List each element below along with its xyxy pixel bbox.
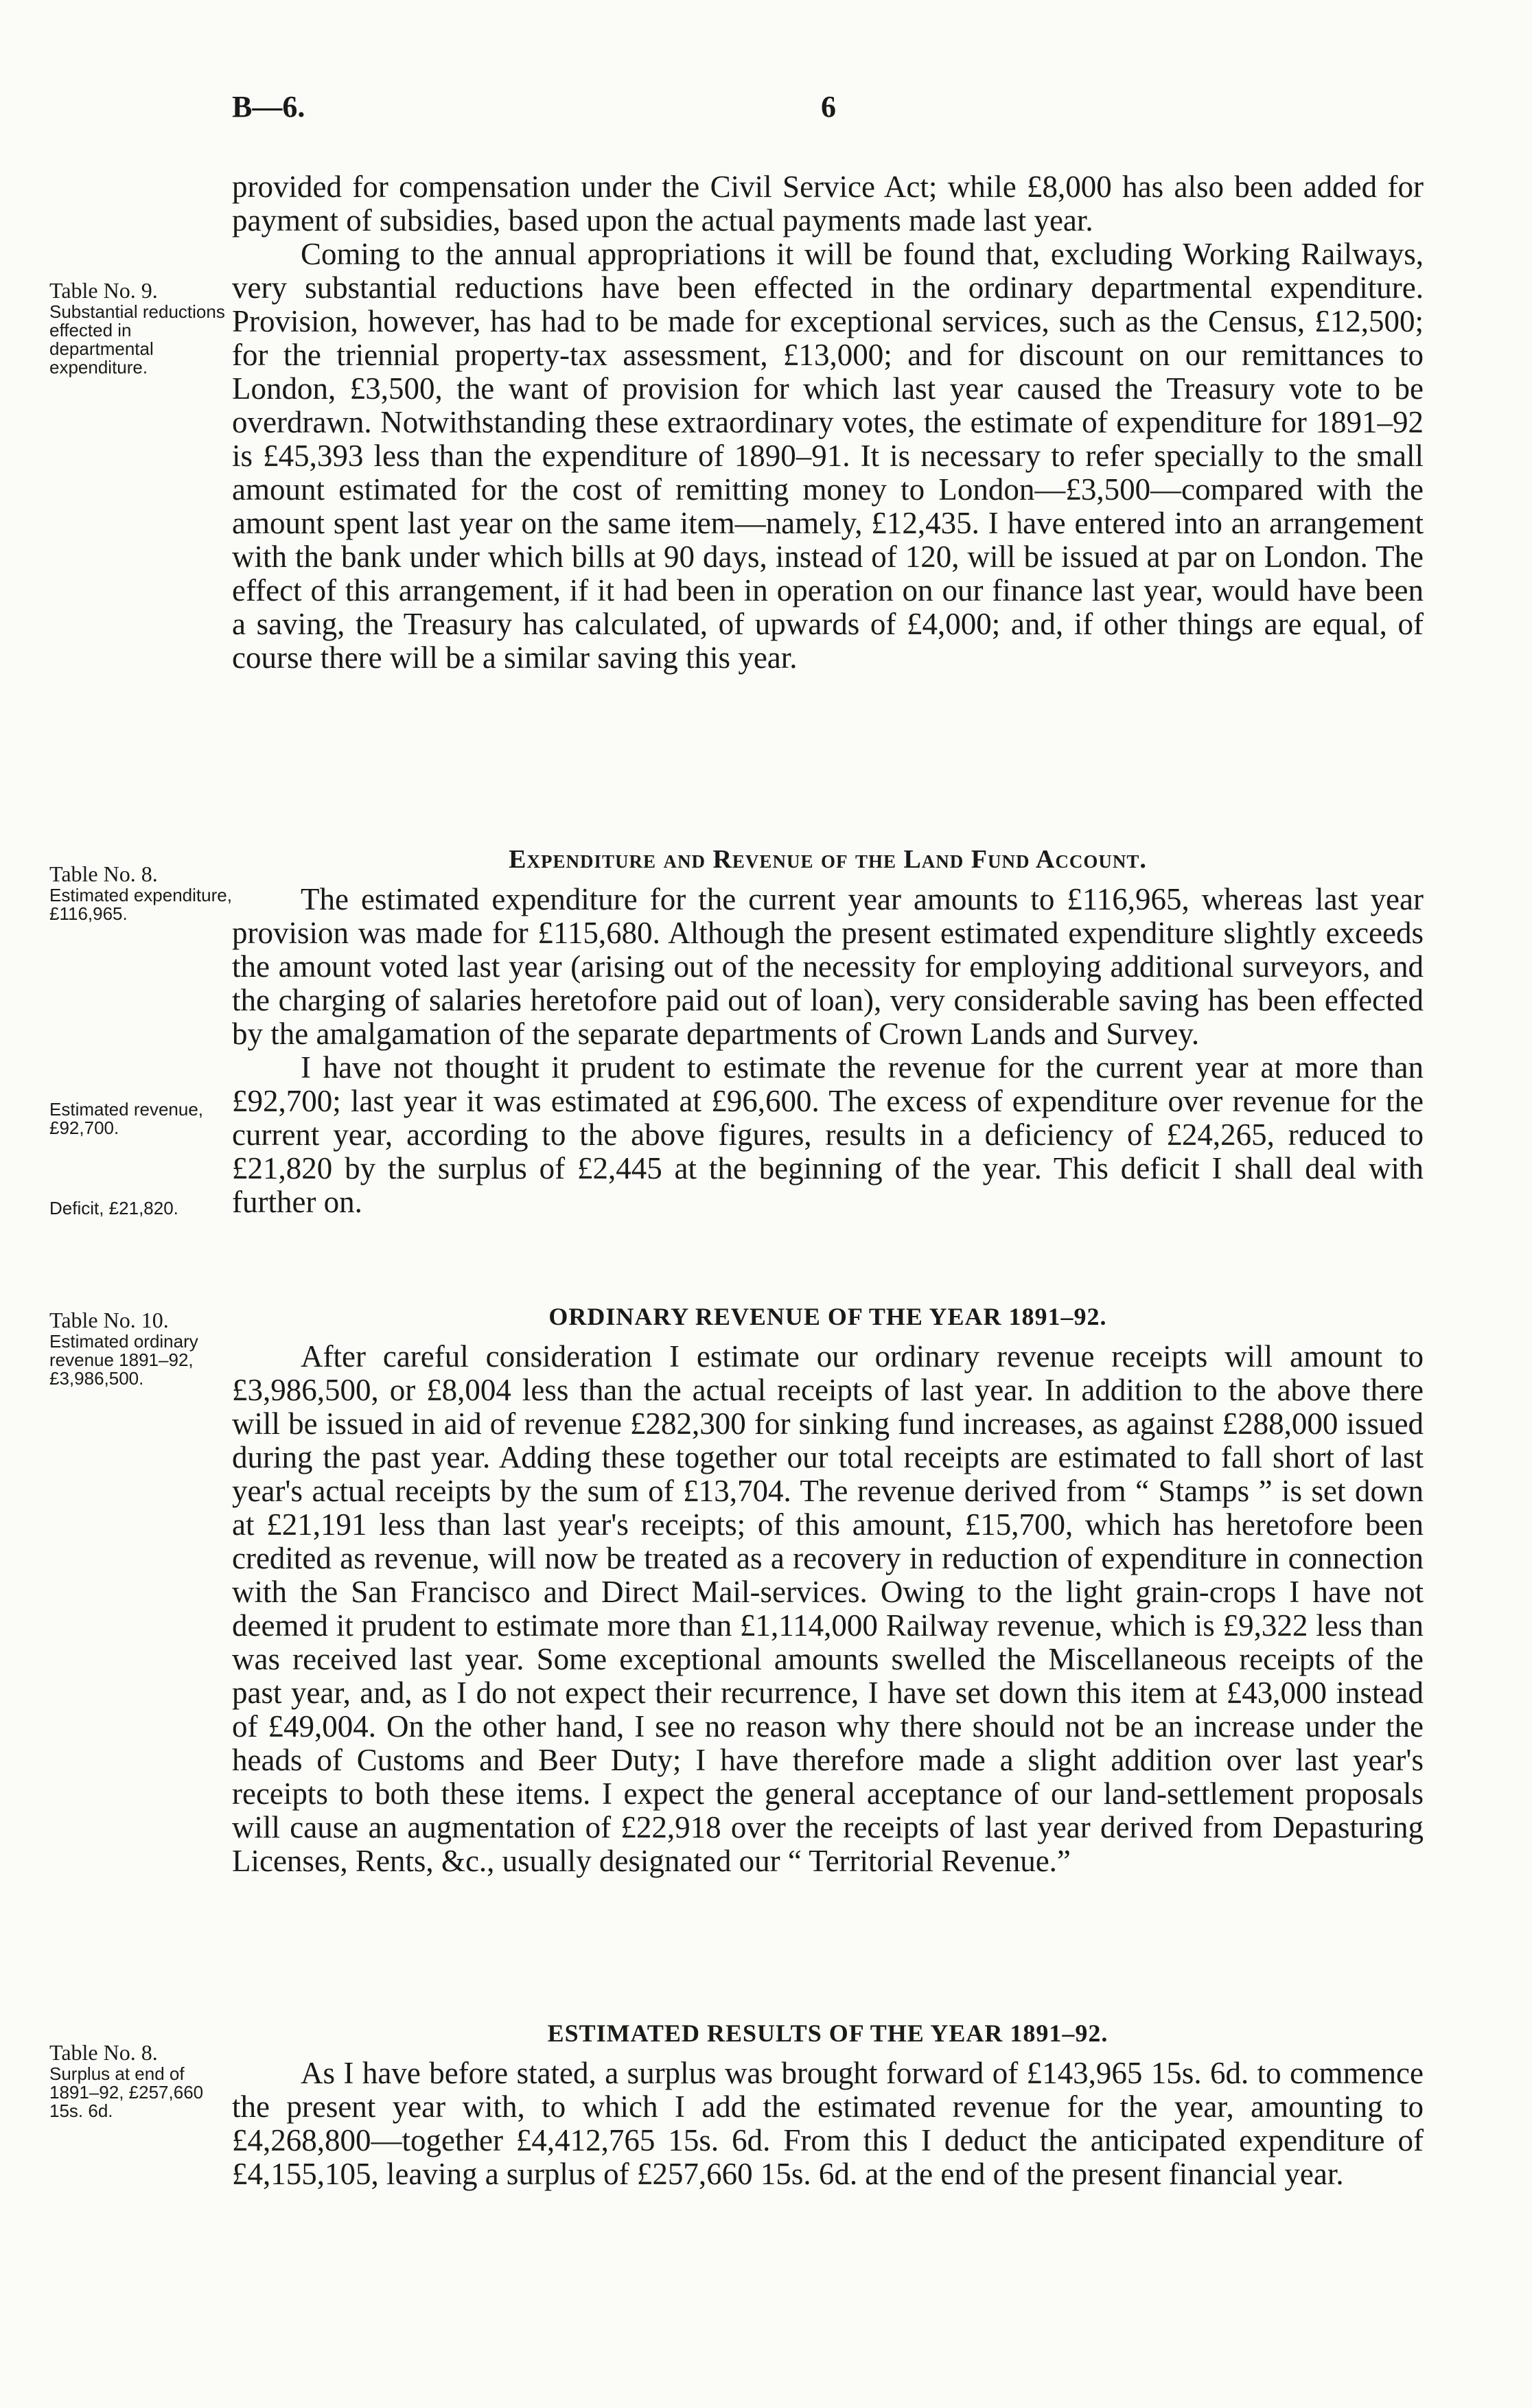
paragraph-estimated-results: As I have before stated, a surplus was brought forward of £143,965 15s. 6d. to commence the present year with, to which I add the estimated revenue for the year, amounting to £4,268,800—together £4,412,765 15s. 6d. From this I deduct the anticipated expenditure of £4,155,105, leaving a surplus of £257,660 15s. 6d. at the end of the present financial year. [232, 2056, 1424, 2191]
paragraph-continuation: provided for compensation under the Civil Service Act; while £8,000 has also been added for payment of subsidies, based upon the actual payments made last year. [232, 170, 1424, 238]
margin-note-substantial-reductions [49, 278, 235, 377]
section-heading-ordinary-revenue: ORDINARY REVENUE OF THE YEAR 1891–92. [548, 1303, 1107, 1330]
margin-note-table-ref: Table No. 9. [49, 278, 158, 303]
paragraph-land-fund-revenue: I have not thought it prudent to estimate the revenue for the current year at more than £92,700; last year it was estimated at £96,600. The excess of expenditure over revenue for the current year, according to the above figures, results in a deficiency of £24,265, reduced to £21,820 by the surplus of £2,445 at the beginning of the year. This deficit I shall deal with further on. [232, 1050, 1424, 1219]
page-header [0, 89, 1532, 130]
margin-note-text: Substantial reductions effected in departmental expenditure. [49, 301, 225, 378]
section-land-fund-account [232, 846, 1424, 1219]
section-estimated-results [232, 2019, 1424, 2191]
paragraph-land-fund-expenditure: The estimated expenditure for the current year amounts to £116,965, whereas last year provision was made for £115,680. Although the present estimated expenditure slightly exceeds the amount voted last year (arising out of the necessity for employing additional surveyors, and the charging of salaries heretofore paid out of loan), very considerable saving has been effected by the amalgamation of the separate departments of Crown Lands and Survey. [232, 882, 1424, 1051]
margin-note-text: Surplus at end of 1891–92, £257,660 15s. 6d. [49, 2063, 204, 2121]
margin-note-table-ref: Table No. 8. [49, 861, 158, 886]
margin-note-text: Deficit, £21,820. [49, 1198, 178, 1218]
margin-note-estimated-expenditure [49, 861, 235, 923]
section-heading-estimated-results: ESTIMATED RESULTS OF THE YEAR 1891–92. [547, 2019, 1109, 2047]
margin-note-surplus [49, 2040, 235, 2120]
margin-note-table-ref: Table No. 8. [49, 2040, 158, 2065]
page-number: 6 [821, 90, 836, 124]
section-ordinary-revenue [232, 1303, 1424, 1878]
margin-note-table-ref: Table No. 10. [49, 1308, 169, 1332]
margin-note-ordinary-revenue [49, 1308, 235, 1388]
margin-note-estimated-revenue [49, 1100, 235, 1137]
paragraph-annual-appropriations: Coming to the annual appropriations it will be found that, excluding Working Railways, very substantial reductions have been effected in the ordinary departmental expenditure. Provision, however, has had to be made for exceptional services, such as the Census, £12,500; for the triennial property-tax assessment, £13,000; and for discount on our remittances to London, £3,500, the want of provision for which last year caused the Treasury vote to be overdrawn. Notwithstanding these extraordinary votes, the estimate of expenditure for 1891–92 is £45,393 less than the expenditure of 1890–91. It is necessary to refer specially to the small amount estimated for the cost of remitting money to London—£3,500—compared with the amount spent last year on the same item—namely, £12,435. I have entered into an arrangement with the bank under which bills at 90 days, instead of 120, will be issued at par on London. The effect of this arrangement, if it had been in operation on our finance last year, would have been a saving, the Treasury has calculated, of upwards of £4,000; and, if other things are equal, of course there will be a similar saving this year. [232, 237, 1424, 675]
section-continuation [232, 170, 1424, 675]
margin-note-text: Estimated revenue, £92,700. [49, 1099, 204, 1138]
section-heading-land-fund: Expenditure and Revenue of the Land Fund Account. [509, 845, 1147, 874]
document-reference: B—6. [232, 90, 305, 124]
margin-note-text: Estimated ordinary revenue 1891–92, £3,986,500. [49, 1331, 198, 1389]
paragraph-ordinary-revenue: After careful consideration I estimate our ordinary revenue receipts will amount to £3,986,500, or £8,004 less than the actual receipts of last year. In addition to the above there will be issued in aid of revenue £282,300 for sinking fund increases, as against £288,000 issued during the past year. Adding these together our total receipts are estimated to fall short of last year's actual receipts by the sum of £13,704. The revenue derived from “ Stamps ” is set down at £21,191 less than last year's receipts; of this amount, £15,700, which has heretofore been credited as revenue, will now be treated as a recovery in reduction of expenditure in connection with the San Francisco and Direct Mail-services. Owing to the light grain-crops I have not deemed it prudent to estimate more than £1,114,000 Railway revenue, which is £9,322 less than was received last year. Some exceptional amounts swelled the Miscellaneous receipts of the past year, and, as I do not expect their recurrence, I have set down this item at £43,000 instead of £49,004. On the other hand, I see no reason why there should not be an increase under the heads of Customs and Beer Duty; I have therefore made a slight addition over last year's receipts to both these items. I expect the general acceptance of our land-settlement proposals will cause an augmentation of £22,918 over the receipts of last year derived from Depasturing Licenses, Rents, &c., usually designated our “ Territorial Revenue.” [232, 1339, 1424, 1878]
margin-note-deficit [49, 1199, 235, 1218]
margin-note-text: Estimated expenditure, £116,965. [49, 885, 232, 924]
